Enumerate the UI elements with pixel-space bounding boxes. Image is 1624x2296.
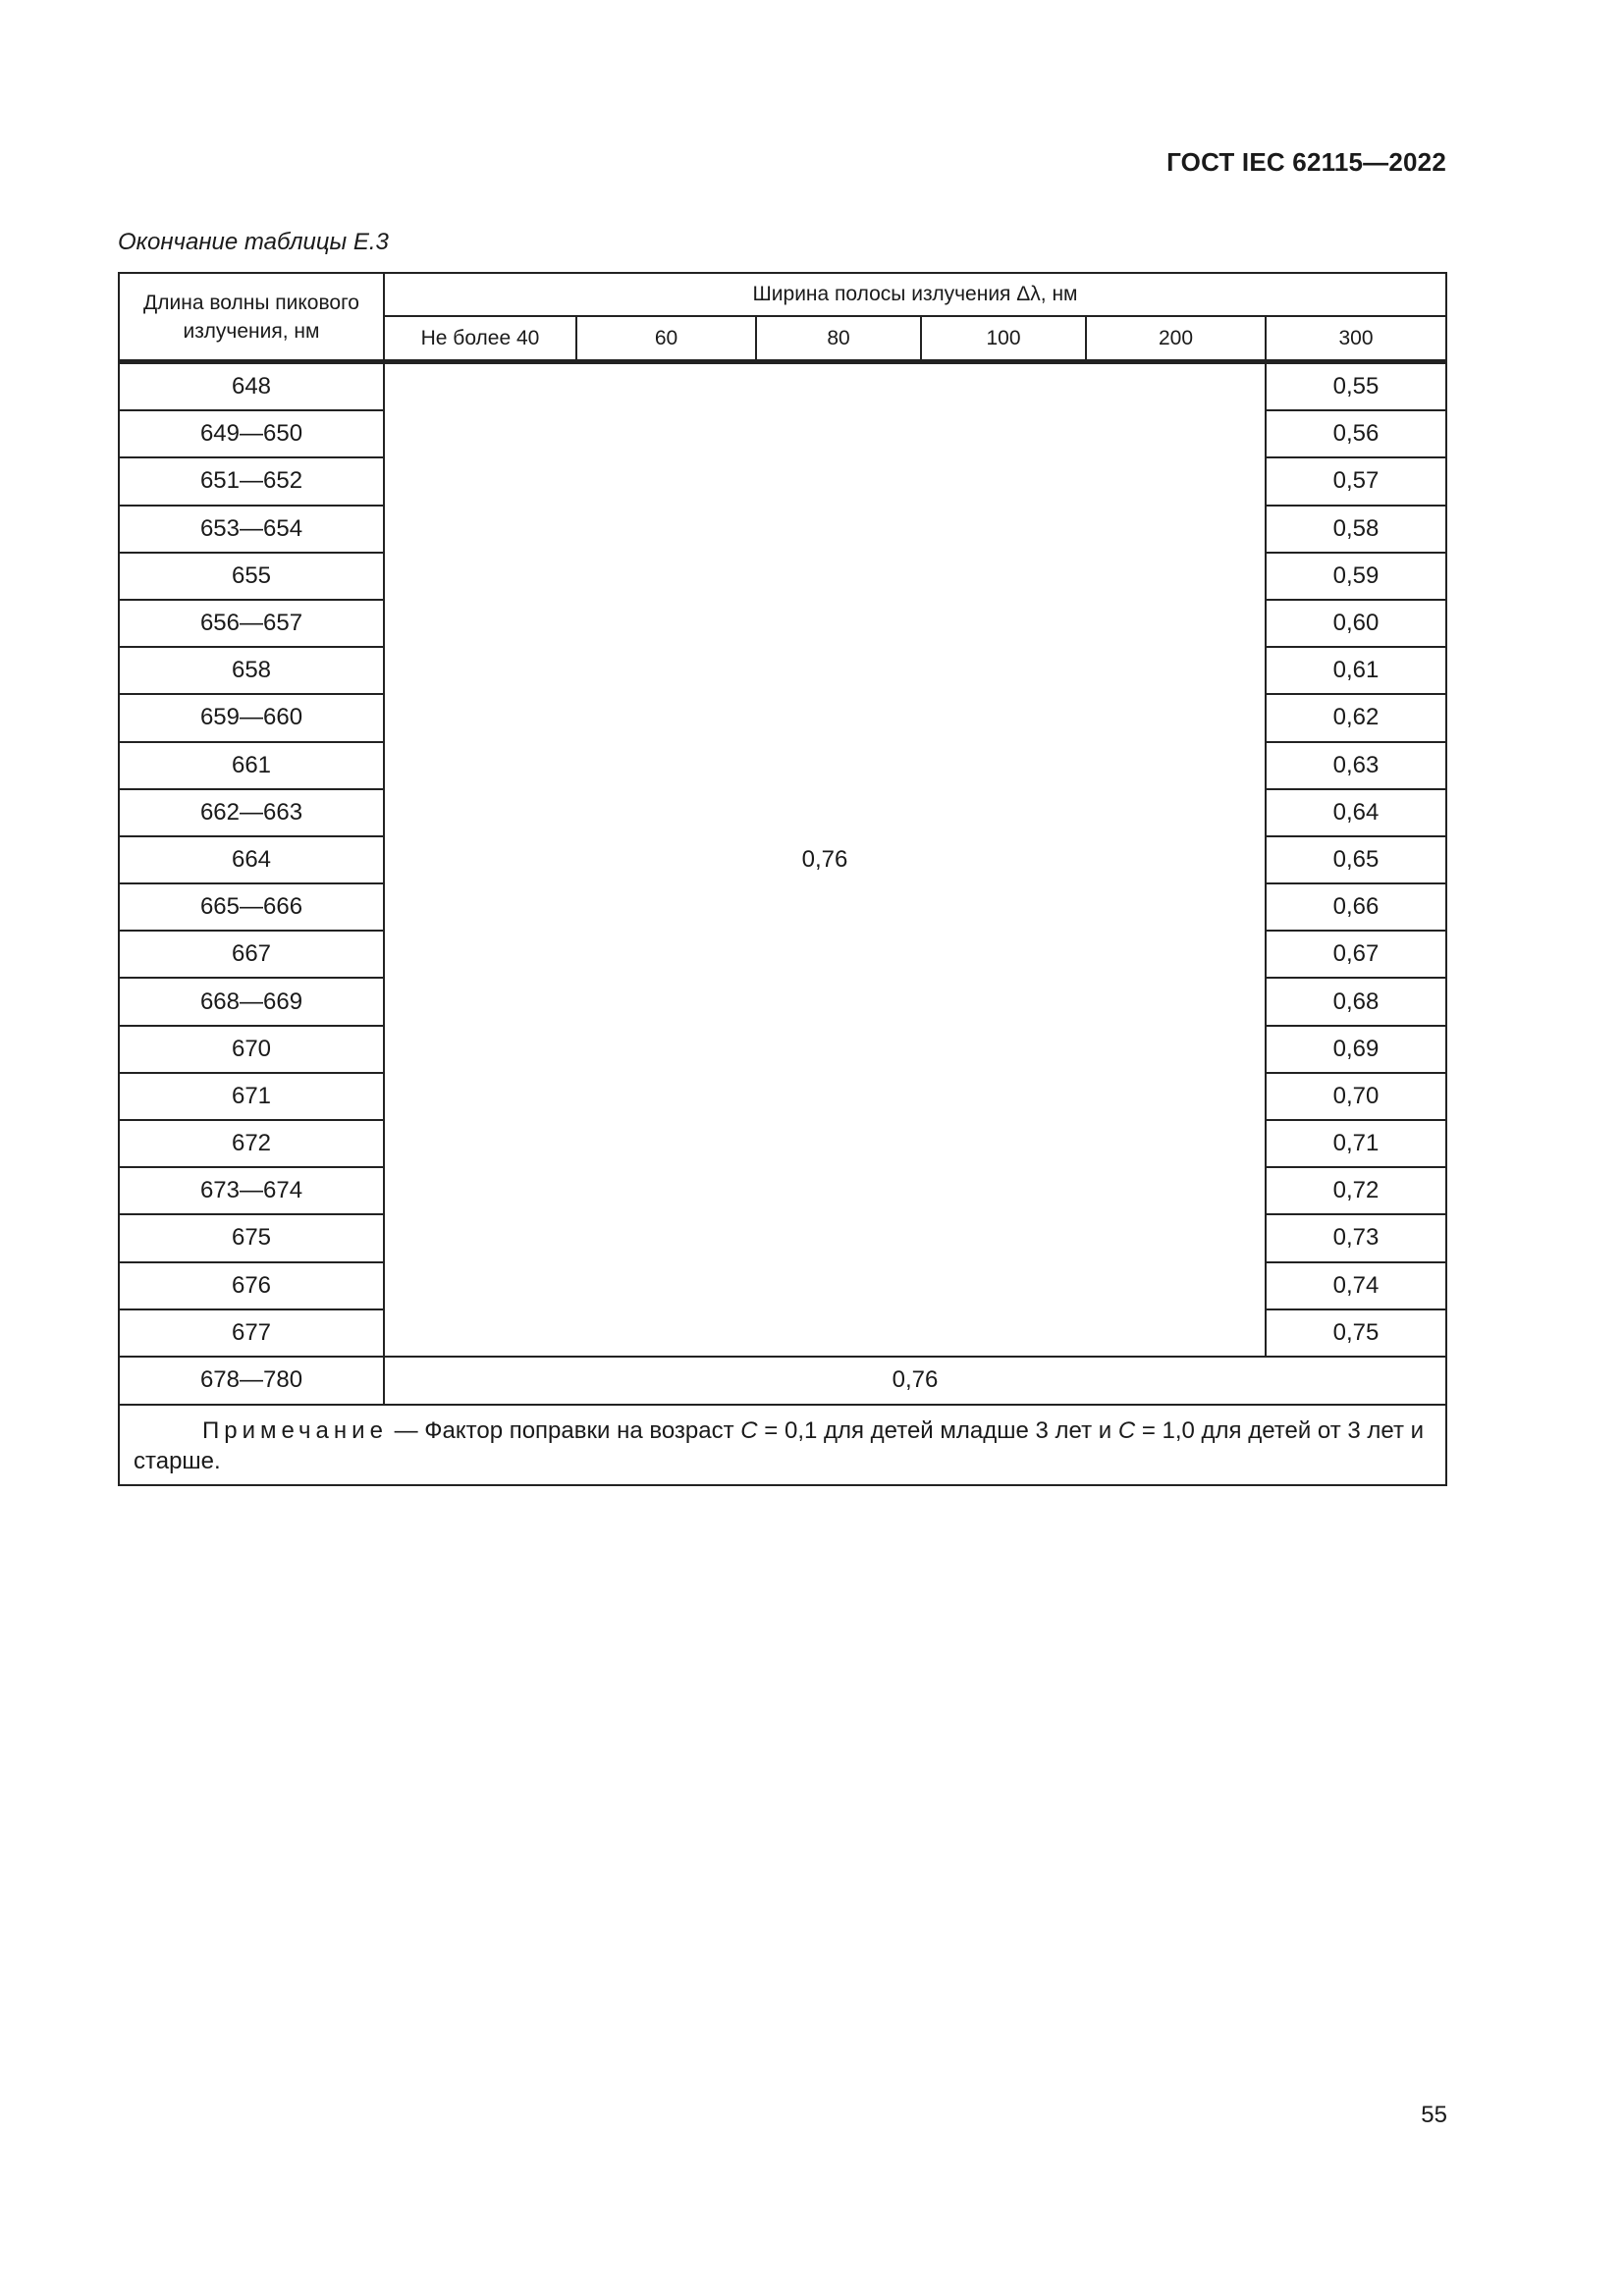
note-symbol-c: C	[1117, 1416, 1136, 1444]
header-wavelength: Длина волны пикового излучения, нм	[119, 273, 384, 362]
header-band-col: 300	[1266, 316, 1446, 362]
note-row	[119, 1405, 1446, 1485]
data-table	[118, 272, 1447, 1486]
value-300-cell: 0,65	[1266, 836, 1446, 883]
value-300-cell: 0,60	[1266, 600, 1446, 647]
value-300-cell: 0,68	[1266, 978, 1446, 1025]
last-row-value-cell: 0,76	[384, 1357, 1446, 1405]
wavelength-cell: 678—780	[119, 1357, 384, 1405]
wavelength-cell: 670	[119, 1026, 384, 1073]
table-row	[119, 362, 1446, 411]
wavelength-cell: 673—674	[119, 1167, 384, 1214]
value-300-cell: 0,59	[1266, 553, 1446, 600]
value-300-cell: 0,73	[1266, 1214, 1446, 1261]
value-300-cell: 0,66	[1266, 883, 1446, 931]
wavelength-cell: 672	[119, 1120, 384, 1167]
note-symbol-c: C	[740, 1416, 758, 1444]
wavelength-cell: 658	[119, 647, 384, 694]
wavelength-cell: 668—669	[119, 978, 384, 1025]
table-row	[119, 1357, 1446, 1405]
document-standard-title: ГОСТ IEC 62115—2022	[1166, 147, 1446, 177]
wavelength-cell: 671	[119, 1073, 384, 1120]
merged-value-cell: 0,76	[384, 362, 1266, 1357]
note-text-1: — Фактор поправки на возраст	[394, 1416, 734, 1444]
wavelength-cell: 659—660	[119, 694, 384, 741]
note-label: Примечание	[202, 1416, 388, 1444]
wavelength-cell: 648	[119, 362, 384, 411]
wavelength-cell: 661	[119, 742, 384, 789]
header-band-col: 100	[921, 316, 1086, 362]
table-note	[119, 1405, 1446, 1485]
wavelength-cell: 667	[119, 931, 384, 978]
header-band-col: 200	[1086, 316, 1266, 362]
wavelength-cell: 655	[119, 553, 384, 600]
value-300-cell: 0,70	[1266, 1073, 1446, 1120]
wavelength-cell: 664	[119, 836, 384, 883]
value-300-cell: 0,58	[1266, 506, 1446, 553]
note-text-3: = 1,0 для детей от 3 лет и старше.	[134, 1416, 1425, 1474]
wavelength-cell: 675	[119, 1214, 384, 1261]
value-300-cell: 0,64	[1266, 789, 1446, 836]
value-300-cell: 0,56	[1266, 410, 1446, 457]
page-number: 55	[1421, 2102, 1447, 2128]
wavelength-cell: 677	[119, 1309, 384, 1357]
value-300-cell: 0,67	[1266, 931, 1446, 978]
wavelength-cell: 676	[119, 1262, 384, 1309]
note-text-2: = 0,1 для детей младше 3 лет и	[764, 1416, 1112, 1444]
wavelength-cell: 649—650	[119, 410, 384, 457]
value-300-cell: 0,57	[1266, 457, 1446, 505]
value-300-cell: 0,55	[1266, 362, 1446, 411]
value-300-cell: 0,63	[1266, 742, 1446, 789]
header-band-col: 80	[756, 316, 921, 362]
wavelength-cell: 656—657	[119, 600, 384, 647]
header-band-col: 60	[576, 316, 756, 362]
table-caption: Окончание таблицы Е.3	[118, 229, 389, 255]
value-300-cell: 0,62	[1266, 694, 1446, 741]
value-300-cell: 0,69	[1266, 1026, 1446, 1073]
header-band-col: Не более 40	[384, 316, 576, 362]
wavelength-cell: 651—652	[119, 457, 384, 505]
value-300-cell: 0,61	[1266, 647, 1446, 694]
value-300-cell: 0,72	[1266, 1167, 1446, 1214]
value-300-cell: 0,74	[1266, 1262, 1446, 1309]
value-300-cell: 0,75	[1266, 1309, 1446, 1357]
wavelength-cell: 662—663	[119, 789, 384, 836]
header-band-width: Ширина полосы излучения Δλ, нм	[384, 273, 1446, 316]
wavelength-cell: 665—666	[119, 883, 384, 931]
value-300-cell: 0,71	[1266, 1120, 1446, 1167]
wavelength-cell: 653—654	[119, 506, 384, 553]
